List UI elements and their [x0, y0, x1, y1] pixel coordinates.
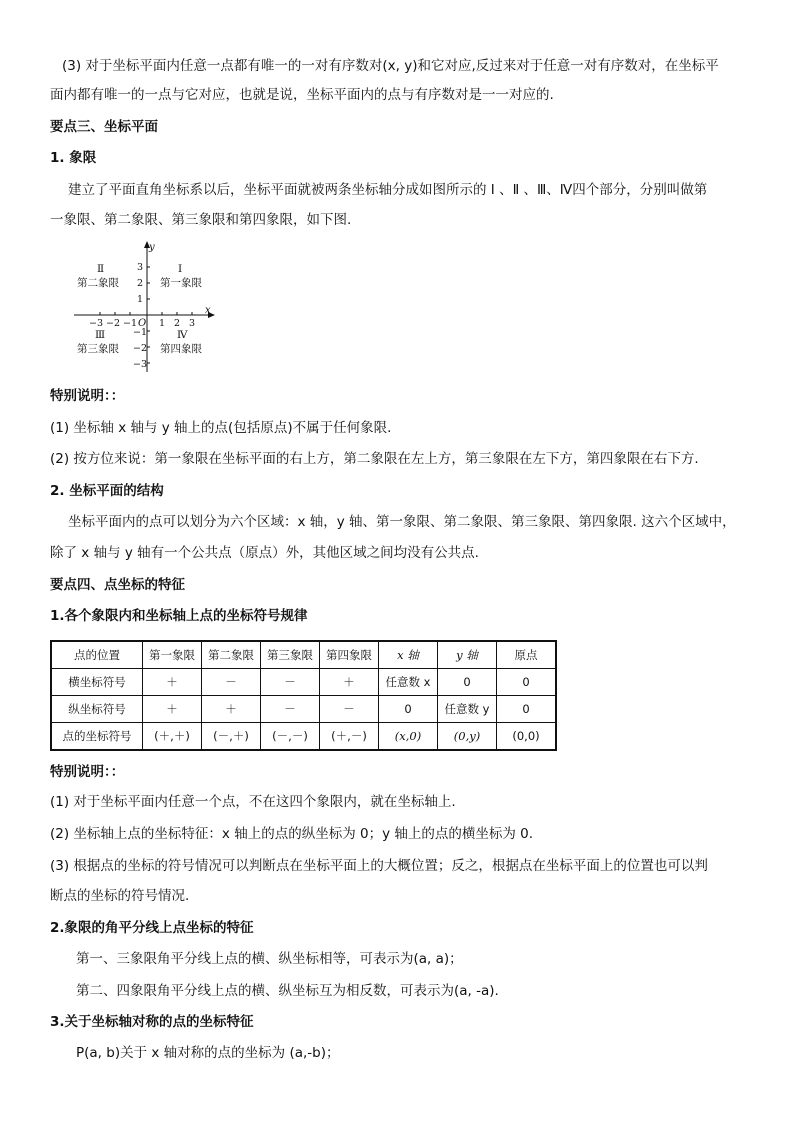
note-2-item-1: (1) 对于坐标平面内任意一个点，不在这四个象限内，就在坐标轴上.	[50, 794, 456, 810]
section-heading-coordinate-plane: 要点三、坐标平面	[50, 119, 158, 135]
quadrant-3-numeral: Ⅲ	[95, 329, 106, 341]
table-cell: －	[320, 696, 379, 723]
quadrant-1-name: 第一象限	[160, 277, 202, 289]
quadrant-2-name: 第二象限	[77, 277, 119, 289]
table-cell: (0,y)	[438, 723, 497, 751]
table-cell: (0,0)	[497, 723, 557, 751]
table-row	[51, 696, 556, 723]
quadrant-4-name: 第四象限	[160, 343, 202, 355]
quadrant-diagram	[74, 238, 222, 372]
table-header-cell: 第三象限	[261, 641, 320, 669]
table-cell: (－,－)	[261, 723, 320, 751]
subheading-bisector: 2.象限的角平分线上点坐标的特征	[50, 920, 254, 936]
table-cell: ＋	[202, 696, 261, 723]
table-cell: ＋	[320, 669, 379, 696]
quadrant-4-numeral: Ⅳ	[177, 329, 188, 341]
table-cell: －	[261, 696, 320, 723]
paragraph-quadrants-2: 一象限、第二象限、第三象限和第四象限，如下图.	[50, 212, 352, 228]
note-title-1: 特别说明：：	[50, 388, 125, 404]
x-tick-label: 3	[189, 318, 196, 329]
subheading-quadrants: 1. 象限	[50, 150, 97, 166]
table-header-cell: y 轴	[438, 641, 497, 669]
table-header-cell: x 轴	[379, 641, 438, 669]
note-1-item-1: (1) 坐标轴 x 轴与 y 轴上的点(包括原点)不属于任何象限.	[50, 420, 392, 436]
paragraph-structure-1: 坐标平面内的点可以划分为六个区域：x 轴，y 轴、第一象限、第二象限、第三象限、第四象限. 这六个区域中，	[68, 514, 736, 530]
table-header-cell: 点的位置	[51, 641, 143, 669]
table-cell: －	[202, 669, 261, 696]
y-tick-label: −2	[133, 343, 148, 354]
y-axis-label: y	[149, 242, 155, 253]
x-tick-label: −1	[123, 318, 138, 329]
table-header-cell: 第二象限	[202, 641, 261, 669]
table-cell: －	[261, 669, 320, 696]
quadrant-3-name: 第三象限	[77, 343, 119, 355]
x-tick-label: 2	[174, 318, 181, 329]
table-cell: (－,＋)	[202, 723, 261, 751]
table-cell: (＋,－)	[320, 723, 379, 751]
subheading-plane-structure: 2. 坐标平面的结构	[50, 483, 164, 499]
x-tick-label: 1	[159, 318, 166, 329]
table-cell: 0	[497, 696, 557, 723]
table-cell: 纵坐标符号	[51, 696, 143, 723]
table-cell: 任意数 x	[379, 669, 438, 696]
origin-label: O	[138, 318, 147, 329]
x-tick-label: −2	[106, 318, 121, 329]
y-tick-label: 3	[137, 262, 144, 273]
table-cell: 0	[379, 696, 438, 723]
paragraph-quadrants-1: 建立了平面直角坐标系以后，坐标平面就被两条坐标轴分成如图所示的 Ⅰ 、Ⅱ 、Ⅲ、Ⅳ四个部分，分别叫做第	[68, 182, 708, 198]
paragraph-bisector-1: 第一、三象限角平分线上点的横、纵坐标相等，可表示为(a, a)；	[76, 951, 463, 967]
y-tick-label: 1	[137, 294, 144, 305]
note-title-2: 特别说明：：	[50, 764, 125, 780]
x-axis-label: x	[205, 305, 211, 316]
note-2-item-3a: (3) 根据点的坐标的符号情况可以判断点在坐标平面上的大概位置；反之，根据点在坐标平面上的位置也可以判	[50, 858, 708, 874]
subheading-sign-rules: 1.各个象限内和坐标轴上点的坐标符号规律	[50, 608, 308, 624]
paragraph-ordered-pair-1: (3) 对于坐标平面内任意一点都有唯一的一对有序数对(x, y)和它对应,反过来对于任意一对有序数对，在坐标平	[62, 58, 719, 74]
table-cell: 0	[497, 669, 557, 696]
quadrant-1-numeral: Ⅰ	[178, 263, 183, 275]
table-row	[51, 723, 556, 751]
note-1-item-2: (2) 按方位来说：第一象限在坐标平面的右上方，第二象限在左上方，第三象限在左下方，第四象限在右下方.	[50, 451, 699, 467]
subheading-symmetry: 3.关于坐标轴对称的点的坐标特征	[50, 1014, 254, 1030]
table-cell: ＋	[143, 696, 202, 723]
section-heading-point-features: 要点四、点坐标的特征	[50, 577, 185, 593]
table-header-row	[51, 641, 556, 669]
table-cell: 点的坐标符号	[51, 723, 143, 751]
table-row	[51, 669, 556, 696]
table-cell: 任意数 y	[438, 696, 497, 723]
note-2-item-3b: 断点的坐标的符号情况.	[50, 888, 190, 904]
table-header-cell: 第一象限	[143, 641, 202, 669]
table-cell: (＋,＋)	[143, 723, 202, 751]
table-cell: 横坐标符号	[51, 669, 143, 696]
table-header-cell: 原点	[497, 641, 557, 669]
quadrant-2-numeral: Ⅱ	[97, 263, 105, 275]
paragraph-structure-2: 除了 x 轴与 y 轴有一个公共点（原点）外，其他区域之间均没有公共点.	[50, 545, 479, 561]
table-header-cell: 第四象限	[320, 641, 379, 669]
table-cell: (x,0)	[379, 723, 438, 751]
table-cell: 0	[438, 669, 497, 696]
table-cell: ＋	[143, 669, 202, 696]
coordinate-sign-table	[50, 640, 557, 751]
y-tick-label: 2	[137, 278, 144, 289]
paragraph-bisector-2: 第二、四象限角平分线上点的横、纵坐标互为相反数，可表示为(a, -a).	[76, 983, 499, 999]
paragraph-ordered-pair-2: 面内都有唯一的一点与它对应，也就是说，坐标平面内的点与有序数对是一一对应的.	[50, 87, 554, 103]
paragraph-symmetry: P(a, b)关于 x 轴对称的点的坐标为 (a,-b)；	[76, 1045, 340, 1061]
y-tick-label: −3	[133, 359, 148, 370]
y-tick-label: −1	[133, 327, 148, 338]
x-tick-label: −3	[89, 318, 104, 329]
note-2-item-2: (2) 坐标轴上点的坐标特征：x 轴上的点的纵坐标为 0；y 轴上的点的横坐标为 0.	[50, 826, 534, 842]
